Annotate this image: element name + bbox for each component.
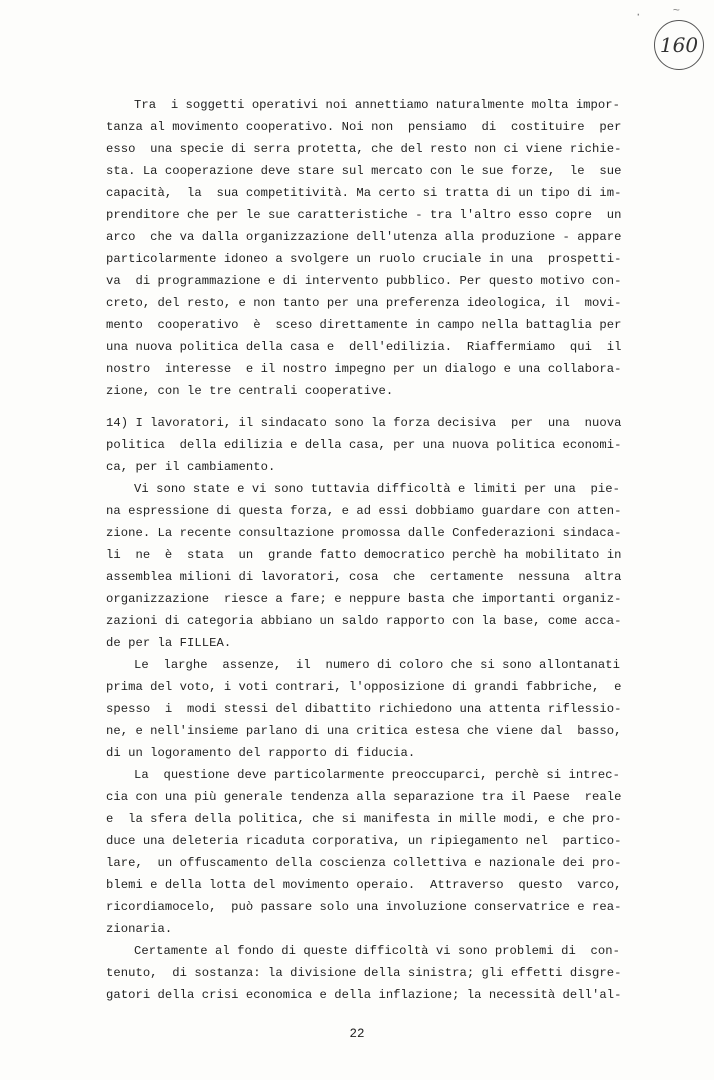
page-number: 22	[349, 1027, 365, 1041]
text-line: organizzazione riesce a fare; e neppure basta che importanti organiz-	[106, 592, 622, 606]
text-line: ca, per il cambiamento.	[106, 460, 276, 474]
text-line: na espressione di questa forza, e ad essi dobbiamo guardare con atten-	[106, 504, 622, 518]
text-line: lare, un offuscamento della coscienza collettiva e nazionale dei pro-	[106, 856, 622, 870]
text-line: blemi e della lotta del movimento operaio. Attraverso questo varco,	[106, 878, 622, 892]
text-line: 14) I lavoratori, il sindacato sono la forza decisiva per una nuova	[106, 416, 622, 430]
text-line: nostro interesse e il nostro impegno per un dialogo e una collabora-	[106, 362, 622, 376]
text-line: prenditore che per le sue caratteristiche - tra l'altro esso copre un	[106, 208, 622, 222]
text-line: prima del voto, i voti contrari, l'opposizione di grandi fabbriche, e	[106, 680, 622, 694]
text-line: Le larghe assenze, il numero di coloro che si sono allontanati	[134, 658, 621, 672]
text-line: mento cooperativo è sceso direttamente in campo nella battaglia per	[106, 318, 622, 332]
text-line: va di programmazione e di intervento pubblico. Per questo motivo con-	[106, 274, 622, 288]
text-line: ricordiamocelo, può passare solo una involuzione conservatrice e rea-	[106, 900, 622, 914]
corner-mark: ·	[634, 8, 642, 22]
text-line: particolarmente idoneo a svolgere un ruolo cruciale in una prospetti-	[106, 252, 622, 266]
stamp-number: 160	[659, 33, 699, 57]
text-line: zazioni di categoria abbiano un saldo rapporto con la base, come acca-	[106, 614, 622, 628]
text-line: cia con una più generale tendenza alla separazione tra il Paese reale	[106, 790, 622, 804]
text-line: Certamente al fondo di queste difficoltà vi sono problemi di con-	[134, 944, 621, 958]
text-line: zione, con le tre centrali cooperative.	[106, 384, 394, 398]
text-line: ne, e nell'insieme parlano di una critica estesa che viene dal basso,	[106, 724, 622, 738]
text-line: assemblea milioni di lavoratori, cosa che certamente nessuna altra	[106, 570, 622, 584]
text-line: Vi sono state e vi sono tuttavia difficoltà e limiti per una pie-	[134, 482, 621, 496]
text-line: una nuova politica della casa e dell'edilizia. Riaffermiamo qui il	[106, 340, 622, 354]
text-line: Tra i soggetti operativi noi annettiamo naturalmente molta impor-	[134, 98, 621, 112]
text-line: creto, del resto, e non tanto per una preferenza ideologica, il movi-	[106, 296, 622, 310]
text-line: di un logoramento del rapporto di fiducia.	[106, 746, 416, 760]
text-line: li ne è stata un grande fatto democratico perchè ha mobilitato in	[106, 548, 622, 562]
text-line: zione. La recente consultazione promossa dalle Confederazioni sindaca-	[106, 526, 622, 540]
text-line: tanza al movimento cooperativo. Noi non pensiamo di costituire per	[106, 120, 622, 134]
archive-stamp	[654, 20, 704, 70]
text-line: gatori della crisi economica e della inflazione; la necessità dell'al-	[106, 988, 622, 1002]
text-line: esso una specie di serra protetta, che del resto non ci viene richie-	[106, 142, 622, 156]
text-line: de per la FILLEA.	[106, 636, 232, 650]
text-line: La questione deve particolarmente preoccuparci, perchè si intrec-	[134, 768, 621, 782]
text-line: sta. La cooperazione deve stare sul mercato con le sue forze, le sue	[106, 164, 622, 178]
text-line: duce una deleteria ricaduta corporativa, un ripiegamento nel partico-	[106, 834, 622, 848]
text-line: arco che va dalla organizzazione dell'utenza alla produzione - appare	[106, 230, 622, 244]
text-line: e la sfera della politica, che si manifesta in mille modi, e che pro-	[106, 812, 622, 826]
text-line: capacità, la sua competitività. Ma certo si tratta di un tipo di im-	[106, 186, 622, 200]
text-line: politica della edilizia e della casa, per una nuova politica economi-	[106, 438, 622, 452]
text-line: tenuto, di sostanza: la divisione della sinistra; gli effetti disgre-	[106, 966, 622, 980]
corner-mark: ~	[672, 4, 680, 18]
text-line: zionaria.	[106, 922, 173, 936]
text-line: spesso i modi stessi del dibattito richiedono una attenta riflessio-	[106, 702, 622, 716]
